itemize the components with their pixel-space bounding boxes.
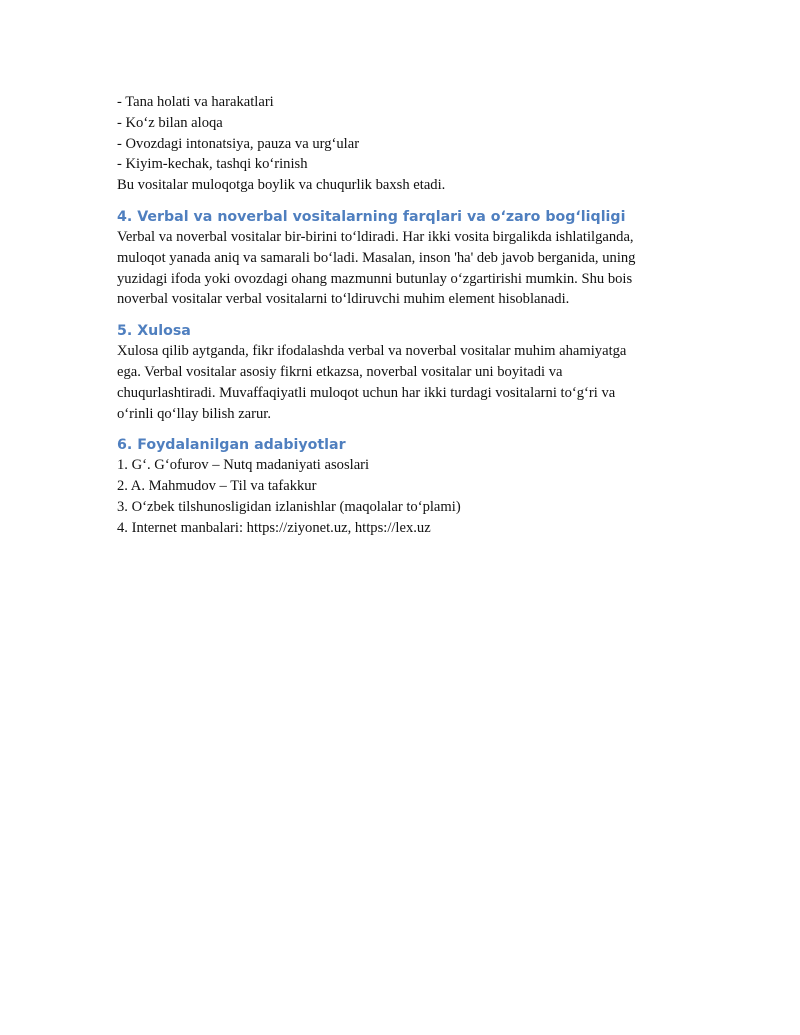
list-item: - Ko‘z bilan aloqa <box>117 114 223 131</box>
paragraph-line: o‘rinli qo‘llay bilish zarur. <box>117 405 272 422</box>
intro-summary: Bu vositalar muloqotga boylik va chuqurlik baxsh etadi. <box>117 177 446 194</box>
references-list <box>117 455 687 538</box>
section-6-heading: 6. Foydalanilgan adabiyotlar <box>117 437 346 454</box>
section-4-heading: 4. Verbal va noverbal vositalarning farqlari va o‘zaro bog‘liqligi <box>117 208 626 225</box>
paragraph-line: yuzidagi ifoda yoki ovozdagi ohang mazmunni butunlay o‘zgartirishi mumkin. Shu bois <box>117 270 633 287</box>
paragraph-line: noverbal vositalar verbal vositalarni to‘ldiruvchi muhim element hisoblanadi. <box>117 291 570 308</box>
paragraph-line: muloqot yanada aniq va samarali bo‘ladi. Masalan, inson 'ha' deb javob berganida, uning <box>117 249 636 266</box>
section-5-heading: 5. Xulosa <box>117 323 191 340</box>
paragraph-line: chuqurlashtiradi. Muvaffaqiyatli muloqot uchun har ikki turdagi vositalarni to‘g‘ri va <box>117 384 616 401</box>
document-page <box>117 92 687 539</box>
paragraph-line: ega. Verbal vositalar asosiy fikrni etkazsa, noverbal vositalar uni boyitadi va <box>117 363 563 380</box>
list-item: - Kiyim-kechak, tashqi ko‘rinish <box>117 156 308 173</box>
list-item: - Tana holati va harakatlari <box>117 94 274 110</box>
reference-item: 3. O‘zbek tilshunosligidan izlanishlar (maqolalar to‘plami) <box>117 498 461 515</box>
reference-item: 1. G‘. G‘ofurov – Nutq madaniyati asoslari <box>117 457 370 474</box>
section-4-paragraph <box>117 227 687 310</box>
intro-list <box>117 92 687 175</box>
paragraph-line: Xulosa qilib aytganda, fikr ifodalashda verbal va noverbal vositalar muhim ahamiyatga <box>117 343 627 360</box>
paragraph-line: Verbal va noverbal vositalar bir-birini to‘ldiradi. Har ikki vosita birgalikda ishlatilganda, <box>117 228 634 245</box>
reference-item: 2. A. Mahmudov – Til va tafakkur <box>117 478 317 495</box>
section-5-paragraph <box>117 341 687 424</box>
list-item: - Ovozdagi intonatsiya, pauza va urg‘ular <box>117 135 360 152</box>
reference-item: 4. Internet manbalari: https://ziyonet.uz, https://lex.uz <box>117 519 431 536</box>
